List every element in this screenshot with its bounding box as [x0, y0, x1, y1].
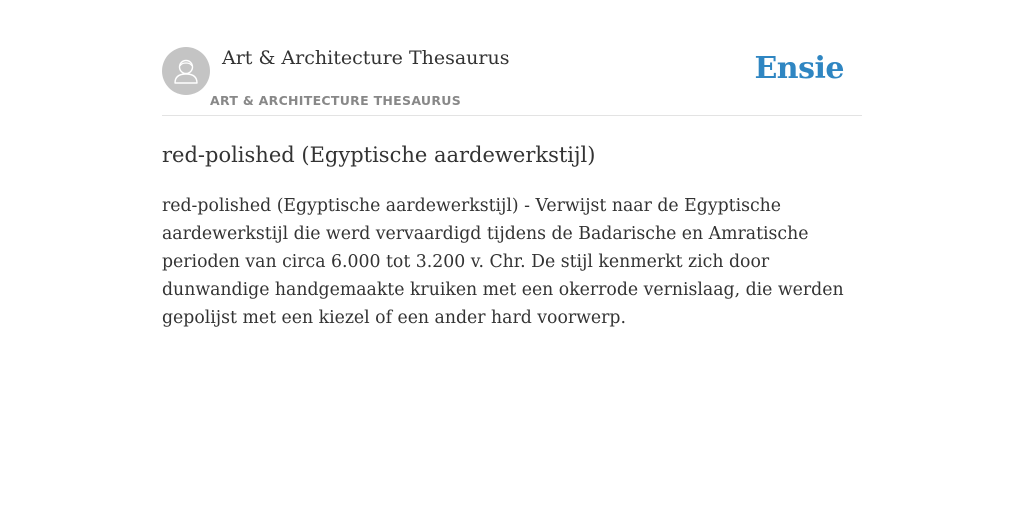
ensie-logo[interactable]: Ensie [754, 51, 844, 86]
user-silhouette-icon [162, 47, 210, 95]
source-title-link[interactable]: Art & Architecture Thesaurus [222, 47, 510, 69]
entry-title: red-polished (Egyptische aardewerkstijl) [162, 143, 596, 167]
entry-definition: red-polished (Egyptische aardewerkstijl) - Verwijst naar de Egyptische aardewerkstijl die werd vervaardigd tijdens de Badarische en Amratische perioden van circa 6.000 tot 3.200 v. Chr. De stijl kenmerkt zich door dunwandige handgemaakte kruiken met een okerrode vernislaag, die werden gepolijst met een kiezel of een ander hard voorwerp. [162, 196, 844, 328]
user-avatar-icon[interactable] [162, 47, 210, 95]
source-subtitle: ART & ARCHITECTURE THESAURUS [210, 93, 462, 108]
page-container [162, 0, 862, 328]
source-header [162, 0, 862, 116]
